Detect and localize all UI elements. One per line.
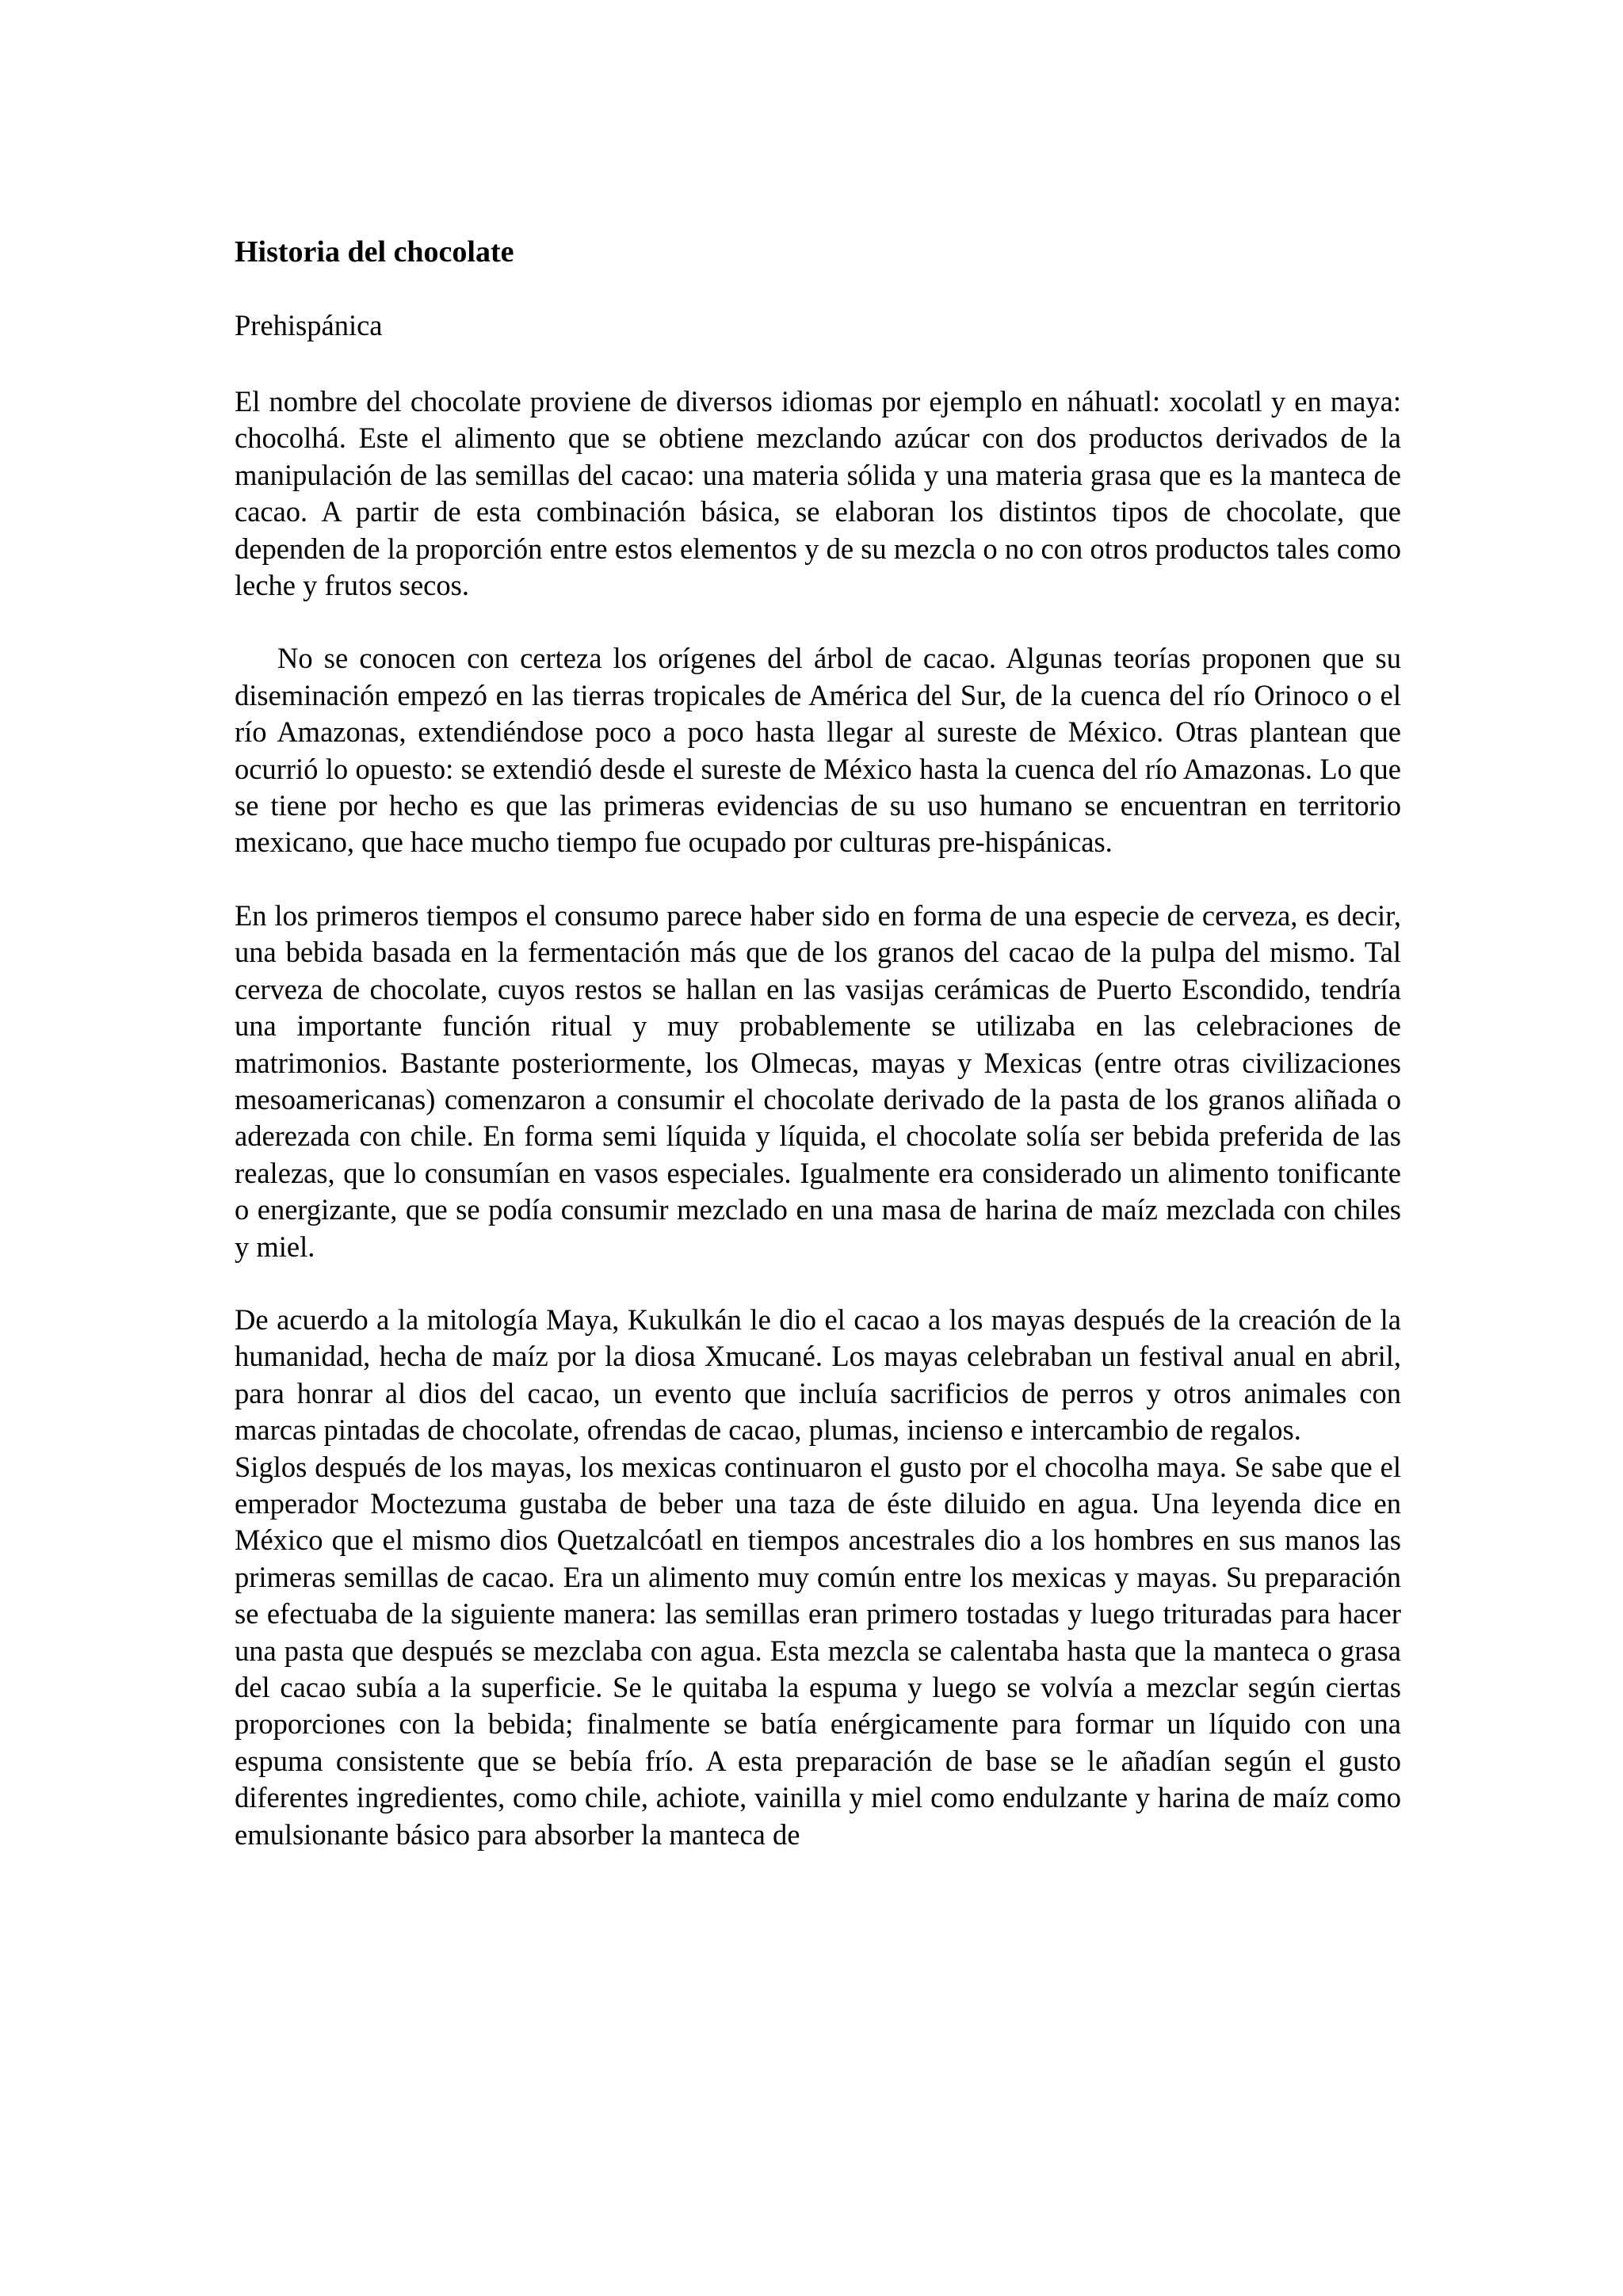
paragraph-cacao-tree-origins: No se conocen con certeza los orígenes del árbol de cacao. Algunas teorías proponen que su diseminación empezó en las tierras tropicales de América del Sur, de la cuenca del río Orinoco o el río Amazonas, extendiéndose poco a poco hasta llegar al sureste de México. Otras plantean que ocurrió lo opuesto: se extendió desde el sureste de México hasta la cuenca del río Amazonas. Lo que se tiene por hecho es que las primeras evidencias de su uso humano se encuentran en territorio mexicano, que hace mucho tiempo fue ocupado por culturas pre-hispánicas.: [235, 642, 1401, 859]
paragraph-origin-name: El nombre del chocolate proviene de diversos idiomas por ejemplo en náhuatl: xocolatl y en maya: chocolhá. Este el alimento que se obtiene mezclando azúcar con dos productos derivados de la manipulación de las semillas del cacao: una materia sólida y una materia grasa que es la manteca de cacao. A partir de esta combinación básica, se elaboran los distintos tipos de chocolate, que dependen de la proporción entre estos elementos y de su mezcla o no con otros productos tales como leche y frutos secos.: [235, 385, 1401, 602]
section-heading: Prehispánica: [235, 309, 383, 341]
paragraph-mexica-preparation: Siglos después de los mayas, los mexicas continuaron el gusto por el chocolha maya. Se sabe que el emperador Moctezuma gustaba de beber una taza de éste diluido en agua. Una leyenda dice en México que el mismo dios Quetzalcóatl en tiempos ancestrales dio a los hombres en sus manos las primeras semillas de cacao. Era un alimento muy común entre los mexicas y mayas. Su preparación se efectuaba de la siguiente manera: las semillas eran primero tostadas y luego trituradas para hacer una pasta que después se mezclaba con agua. Esta mezcla se calentaba hasta que la manteca o grasa del cacao subía a la superficie. Se le quitaba la espuma y luego se volvía a mezclar según ciertas proporciones con la bebida; finalmente se batía enérgicamente para formar un líquido con una espuma consistente que se bebía frío. A esta preparación de base se le añadían según el gusto diferentes ingredientes, como chile, achiote, vainilla y miel como endulzante y harina de maíz como emulsionante básico para absorber la manteca de: [235, 1450, 1401, 1851]
document-body: [235, 234, 1401, 1853]
paragraph-maya-mythology: De acuerdo a la mitología Maya, Kukulkán le dio el cacao a los mayas después de la creación de la humanidad, hecha de maíz por la diosa Xmucané. Los mayas celebraban un festival anual en abril, para honrar al dios del cacao, un evento que incluía sacrificios de perros y otros animales con marcas pintadas de chocolate, ofrendas de cacao, plumas, incienso e intercambio de regalos.: [235, 1302, 1401, 1447]
paragraph-early-consumption: En los primeros tiempos el consumo parece haber sido en forma de una especie de cerveza, es decir, una bebida basada en la fermentación más que de los granos del cacao de la pulpa del mismo. Tal cerveza de chocolate, cuyos restos se hallan en las vasijas cerámicas de Puerto Escondido, tendría una importante función ritual y muy probablemente se utilizaba en las celebraciones de matrimonios. Bastante posteriormente, los Olmecas, mayas y Mexicas (entre otras civilizaciones mesoamericanas) comenzaron a consumir el chocolate derivado de la pasta de los granos aliñada o aderezada con chile. En forma semi líquida y líquida, el chocolate solía ser bebida preferida de las realezas, que lo consumían en vasos especiales. Igualmente era considerado un alimento tonificante o energizante, que se podía consumir mezclado en una masa de harina de maíz mezclada con chiles y miel.: [235, 898, 1401, 1263]
document-title: Historia del chocolate: [235, 235, 514, 269]
